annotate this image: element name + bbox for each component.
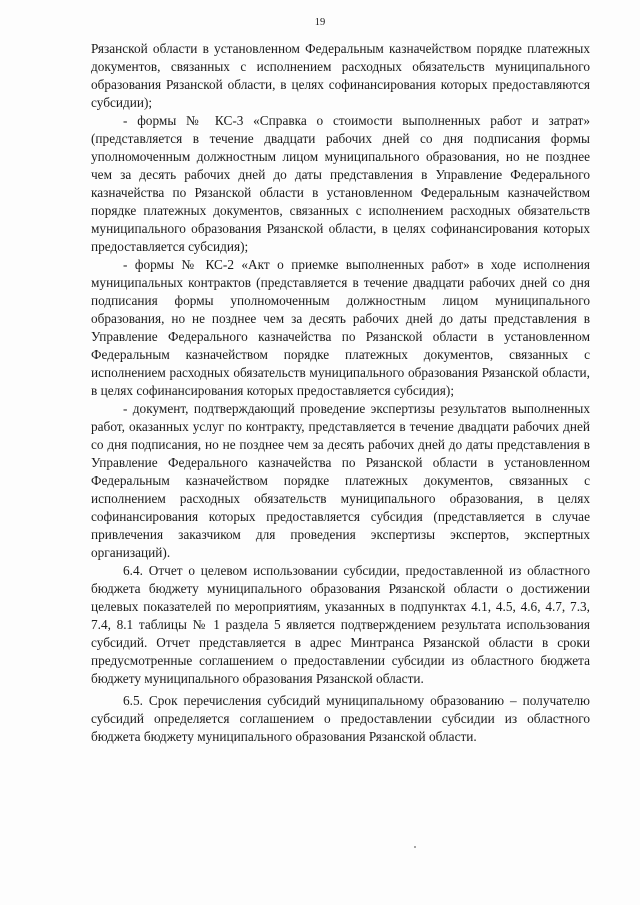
paragraph-expertise-document: - документ, подтверждающий проведение экспертизы результатов выполненных работ, оказанных услуг по контракту, представляется в течение двадцати рабочих дней со дня подписания, но не позднее чем за десять рабочих дней до даты представления в Управление Федерального казначейства по Рязанской области в установленном Федеральным казначейством порядке платежных документов, связанных с исполнением расходных обязательств муниципального образования, в целях софинансирования которых предоставляется субсидия (представляется в случае привлечения заказчиком для проведения экспертизы экспертов, экспертных организаций).: [91, 401, 590, 560]
paragraph-continuation: Рязанской области в установленном Федеральным казначейством порядке платежных документов, связанных с исполнением расходных обязательств муниципального образования Рязанской области, в целях софинансирования которых предоставляются субсидии);: [91, 41, 590, 110]
paragraph-6-5: 6.5. Срок перечисления субсидий муниципальному образованию – получателю субсидий определяется соглашением о предоставлении субсидии из областного бюджета бюджету муниципального образования Рязанской области.: [91, 693, 590, 744]
paragraph-6-4: 6.4. Отчет о целевом использовании субсидии, предоставленной из областного бюджета бюджету муниципального образования Рязанской области о достижении целевых показателей по мероприятиям, указанных в подпунктах 4.1, 4.5, 4.6, 4.7, 7.3, 7.4, 8.1 таблицы № 1 раздела 5 является подтверждением результата использования субсидий. Отчет представляется в адрес Минтранса Рязанской области в сроки предусмотренные соглашением о предоставлении субсидии из областного бюджета бюджету муниципального образования Рязанской области.: [91, 563, 590, 686]
page-number: 19: [314, 17, 326, 28]
scan-speck: [414, 846, 416, 848]
document-body: [91, 40, 590, 746]
paragraph-ks2-form: - формы № КС-2 «Акт о приемке выполненных работ» в ходе исполнения муниципальных контрактов (представляется в течение двадцати рабочих дней со дня подписания формы уполномоченным должностным лицом муниципального образования, но не позднее чем за десять рабочих дней до даты представления в Управление Федерального казначейства по Рязанской области в установленном Федеральным казначейством порядке платежных документов, связанных с исполнением расходных обязательств муниципального образования Рязанской области, в целях софинансирования которых предоставляется субсидия);: [91, 257, 590, 398]
paragraph-ks3-form: - формы № КС-3 «Справка о стоимости выполненных работ и затрат» (представляется в течение двадцати рабочих дней со дня подписания формы уполномоченным должностным лицом муниципального образования, но не позднее чем за десять рабочих дней до даты представления в Управление Федерального казначейства по Рязанской области в установленном Федеральным казначейством порядке платежных документов, связанных с исполнением расходных обязательств муниципального образования Рязанской области, в целях софинансирования которых предоставляется субсидия);: [91, 113, 590, 254]
